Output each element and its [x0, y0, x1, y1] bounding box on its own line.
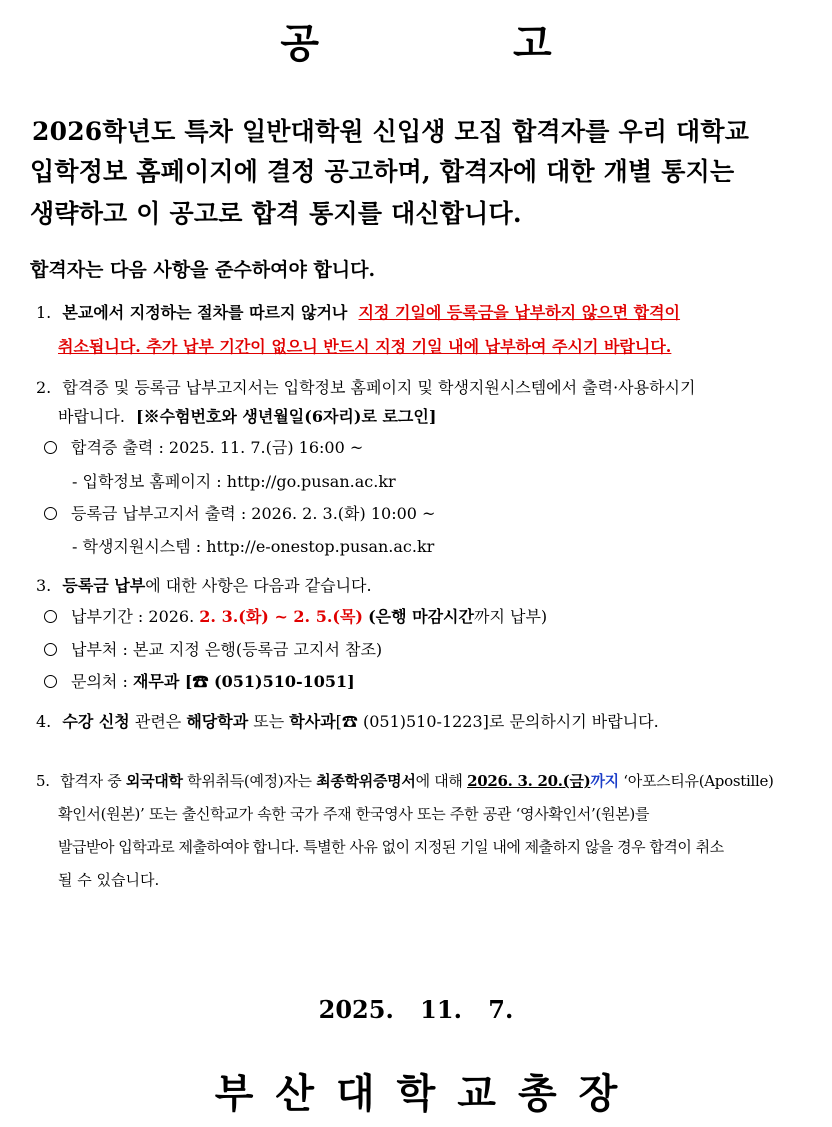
- item-1-red-text-2: 취소됩니다. 추가 납부 기간이 없으니 반드시 지정 기일 내에 납부하여 주시기 바랍니다.: [58, 337, 672, 356]
- intro-line-2: 입학정보 홈페이지에 결정 공고하며, 합격자에 대한 개별 통지는: [30, 157, 735, 186]
- item-4-line-1: [36, 709, 659, 732]
- student-support-system-link[interactable]: - 학생지원시스템 : http://e-onestop.pusan.ac.kr: [72, 537, 435, 556]
- item-3-line-1: [36, 573, 372, 596]
- certificate-print-text: 합격증 출력 : 2025. 11. 7.(금) 16:00 ~: [71, 438, 364, 457]
- item-4-number: 4.: [36, 712, 52, 731]
- department-label: 해당학과: [186, 712, 249, 731]
- deadline-suffix: 까지: [590, 772, 619, 790]
- item-1-line-1: [36, 300, 680, 323]
- course-registration-label: 수강 신청: [62, 712, 130, 731]
- intro-line-1: 2026학년도 특차 일반대학원 신입생 모집 합격자를 우리 대학교: [32, 117, 750, 146]
- bank-closing-note: (은행 마감시간: [368, 607, 474, 626]
- intro-line-3: 생략하고 이 공고로 합격 통지를 대신합니다.: [30, 199, 522, 228]
- contact-label: 문의처 :: [71, 672, 128, 691]
- item-5-line-3: 발급받아 입학과로 제출하여야 합니다. 특별한 사유 없이 지정된 기일 내에 제출하지 않을 경우 합격이 취소: [58, 838, 724, 856]
- item-5-text-e: 에 대해: [415, 772, 463, 790]
- item-5-text-a: 합격자 중: [60, 772, 122, 790]
- item-5-number: 5.: [36, 772, 50, 790]
- contact-item: [44, 669, 355, 692]
- item-3-bold-text: 등록금 납부: [62, 576, 146, 595]
- item-4-text-1: 관련은: [134, 712, 182, 731]
- final-degree-certificate-label: 최종학위증명서: [316, 772, 416, 790]
- item-2-line-1: [36, 375, 695, 398]
- notice-date: 2025. 11. 7.: [318, 995, 514, 1024]
- circle-bullet-icon: [44, 643, 57, 656]
- academic-affairs-label: 학사과: [289, 712, 336, 731]
- item-2-text-1: 합격증 및 등록금 납부고지서는 입학정보 홈페이지 및 학생지원시스템에서 출력·사용하시기: [62, 378, 696, 397]
- certificate-print-item: [44, 435, 363, 458]
- payment-place-text: 납부처 : 본교 지정 은행(등록금 고지서 참조): [71, 640, 383, 659]
- submission-deadline: 2026. 3. 20.(금): [467, 772, 591, 790]
- circle-bullet-icon: [44, 441, 57, 454]
- item-2-number: 2.: [36, 378, 52, 397]
- item-5-text-c: 학위취득(예정)자는: [187, 772, 312, 790]
- item-4-text-2: 또는: [253, 712, 285, 731]
- president-signature: 부산대학교총장: [214, 1071, 640, 1117]
- payment-period-suffix: 까지 납부): [473, 607, 548, 626]
- item-3-number: 3.: [36, 576, 52, 595]
- notice-title: 공 고: [280, 21, 642, 67]
- tuition-bill-print-text: 등록금 납부고지서 출력 : 2026. 2. 3.(화) 10:00 ~: [71, 504, 436, 523]
- tuition-bill-print-item: [44, 501, 435, 524]
- item-1-bold-text: 본교에서 지정하는 절차를 따르지 않거나: [62, 303, 348, 322]
- item-5-line-4: 될 수 있습니다.: [58, 871, 160, 889]
- payment-period-label: 납부기간 : 2026.: [71, 607, 195, 626]
- item-2-line-2: [58, 404, 436, 427]
- payment-period-dates: 2. 3.(화) ~ 2. 5.(목): [199, 607, 363, 626]
- finance-office-contact: 재무과 [☎ (051)510-1051]: [132, 672, 355, 691]
- academic-affairs-contact: [☎ (051)510-1223]로 문의하시기 바랍니다.: [335, 712, 659, 731]
- item-2-text-2: 바랍니다.: [58, 407, 125, 426]
- circle-bullet-icon: [44, 675, 57, 688]
- login-note: [※수험번호와 생년월일(6자리)로 로그인]: [136, 407, 437, 426]
- circle-bullet-icon: [44, 507, 57, 520]
- item-1-number: 1.: [36, 303, 52, 322]
- apostille-label: ‘아포스티유(Apostille): [623, 772, 774, 790]
- foreign-university-label: 외국대학: [125, 772, 183, 790]
- item-5-line-2: 확인서(원본)’ 또는 출신학교가 속한 국가 주재 한국영사 또는 주한 공관 ‘영사확인서’(원본)를: [58, 805, 650, 823]
- item-1-red-text-1: 지정 기일에 등록금을 납부하지 않으면 합격이: [358, 303, 681, 322]
- section-heading: 합격자는 다음 사항을 준수하여야 합니다.: [30, 259, 376, 281]
- circle-bullet-icon: [44, 610, 57, 623]
- admission-homepage-link[interactable]: - 입학정보 홈페이지 : http://go.pusan.ac.kr: [72, 472, 396, 491]
- payment-period-item: [44, 604, 547, 627]
- payment-place-item: [44, 637, 382, 660]
- item-5-line-1: [36, 770, 774, 791]
- item-3-text: 에 대한 사항은 다음과 같습니다.: [145, 576, 372, 595]
